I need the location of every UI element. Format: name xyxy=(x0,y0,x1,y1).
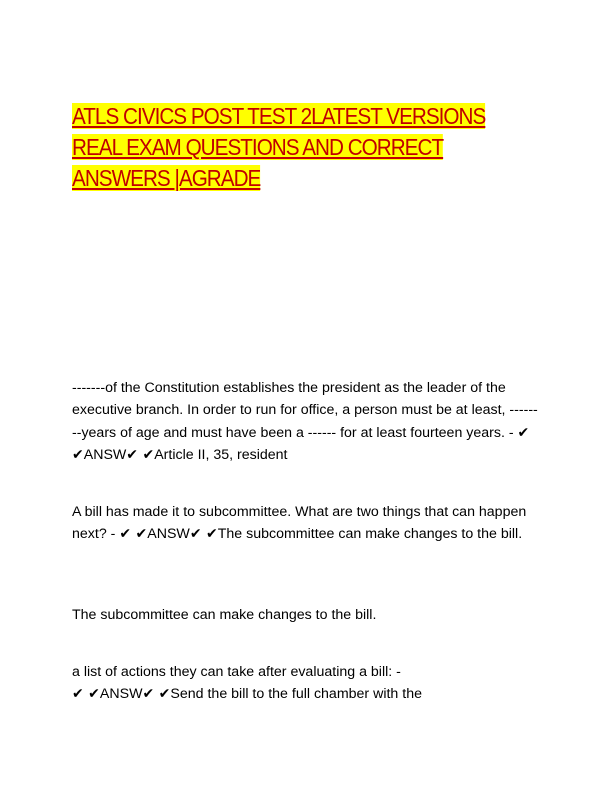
answer-text: The subcommittee can make changes to the bill. xyxy=(217,526,523,543)
check-icon: ✔ ✔ xyxy=(142,686,171,703)
question-block xyxy=(72,501,542,546)
question-block xyxy=(72,661,542,706)
answer-text: Article II, 35, resident xyxy=(154,446,288,463)
question-block xyxy=(72,377,542,466)
question-text: a list of actions they can take after evaluating a bill: - xyxy=(72,664,401,680)
answer-marker: ANSW xyxy=(99,686,143,703)
document-title-text: ATLS CIVICS POST TEST 2LATEST VERSIONS REAL EXAM QUESTIONS AND CORRECT ANSWERS |AGRADE xyxy=(72,103,486,191)
answer-marker: ANSW xyxy=(147,526,190,543)
check-icon: ✔ ✔ xyxy=(72,686,100,703)
paragraph-text: The subcommittee can make changes to the bill. xyxy=(72,607,377,623)
check-icon: ✔ ✔ xyxy=(72,424,530,463)
question-text: A bill has made it to subcommittee. What are two things that can happen next? - xyxy=(72,504,527,543)
check-icon: ✔ ✔ xyxy=(189,526,218,543)
answer-text: Send the bill to the full chamber with the xyxy=(170,686,422,703)
document-title xyxy=(72,101,486,194)
check-icon: ✔ ✔ xyxy=(126,446,155,463)
question-text: -------of the Constitution establishes the president as the leader of the executive branch. In order to run for office, a person must be at least, --------years of age and must have been a ------ for at least fourteen years. - xyxy=(72,380,538,441)
answer-marker: ANSW xyxy=(83,446,127,463)
answer-paragraph xyxy=(72,604,542,626)
check-icon: ✔ ✔ xyxy=(119,526,148,543)
